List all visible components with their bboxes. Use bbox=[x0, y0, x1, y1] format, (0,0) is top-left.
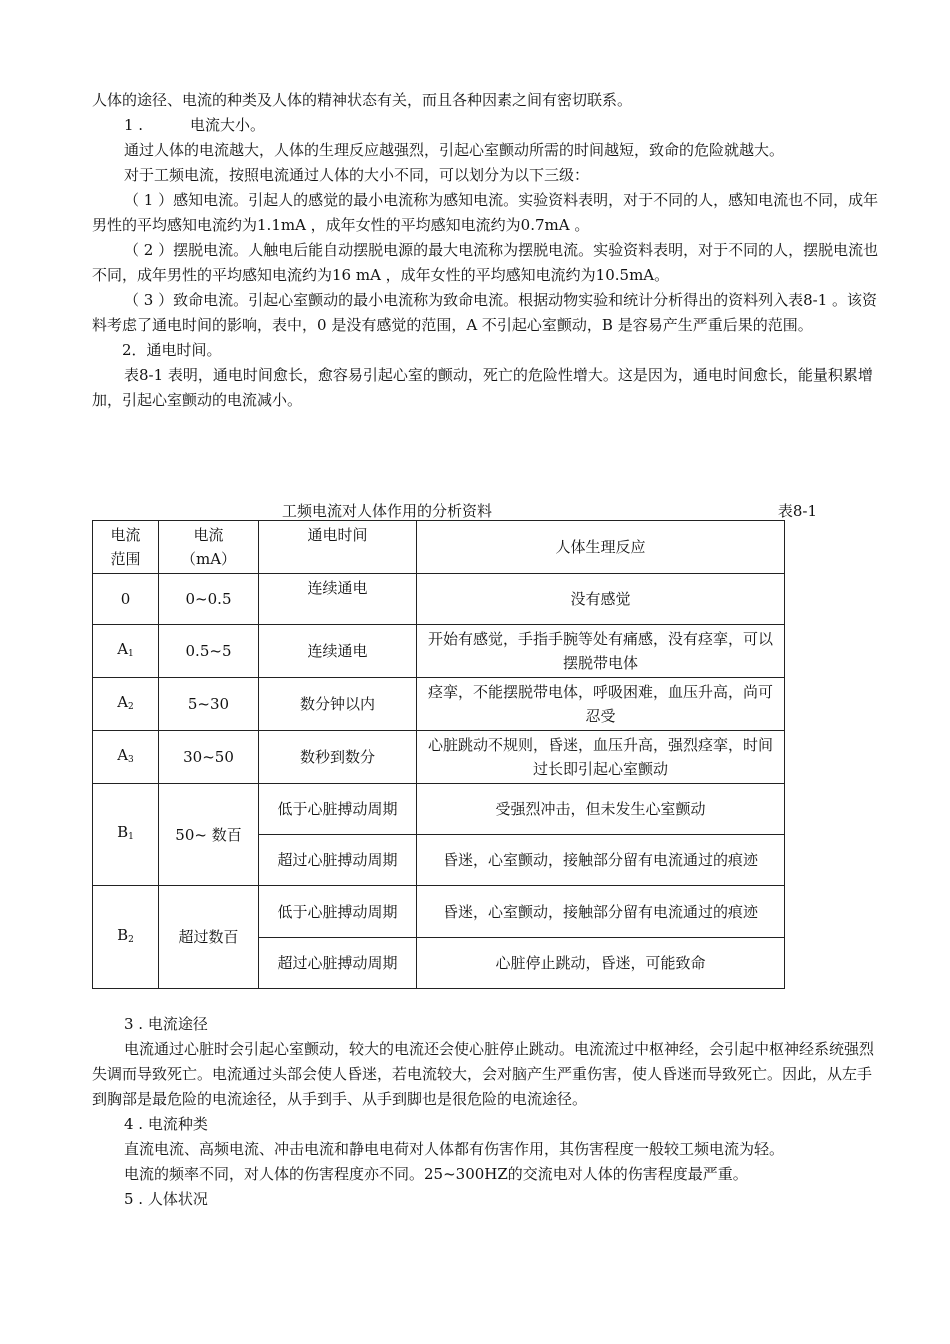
cell-current: 5~30 bbox=[159, 678, 259, 731]
cell-range: $B_1$ bbox=[93, 784, 159, 886]
cell-range: 0 bbox=[93, 574, 159, 625]
cell-reaction: 受强烈冲击，但未发生心室颤动 bbox=[417, 784, 785, 835]
cell-reaction: 心脏停止跳动，昏迷，可能致命 bbox=[417, 938, 785, 989]
cell-current: 50~ 数百 bbox=[159, 784, 259, 886]
heading-current-magnitude bbox=[92, 113, 882, 138]
cell-range: $B_2$ bbox=[93, 886, 159, 989]
cell-reaction: 昏迷，心室颤动，接触部分留有电流通过的痕迹 bbox=[417, 886, 785, 938]
heading-current-type: 4 . 电流种类 bbox=[124, 1115, 208, 1133]
header-reaction: 人体生理反应 bbox=[417, 521, 785, 574]
cell-range: $A_1$ bbox=[93, 625, 159, 678]
analysis-table bbox=[92, 520, 785, 989]
after-section bbox=[92, 1012, 882, 1212]
cell-time: 低于心脏搏动周期 bbox=[259, 784, 417, 835]
cell-time: 连续通电 bbox=[259, 574, 417, 625]
cell-range: $A_3$ bbox=[93, 731, 159, 784]
cell-time: 超过心脏搏动周期 bbox=[259, 835, 417, 886]
cell-reaction: 痉挛，不能摆脱带电体，呼吸困难，血压升高，尚可忍受 bbox=[417, 678, 785, 731]
cell-time: 超过心脏搏动周期 bbox=[259, 938, 417, 989]
cell-current: 0~0.5 bbox=[159, 574, 259, 625]
paragraph-three-levels: 对于工频电流，按照电流通过人体的大小不同，可以划分为以下三级： bbox=[124, 166, 590, 184]
cell-reaction: 没有感觉 bbox=[417, 574, 785, 625]
table-row bbox=[93, 784, 785, 835]
heading-duration: 2．通电时间。 bbox=[122, 341, 222, 359]
heading-body-condition: 5 . 人体状况 bbox=[124, 1190, 208, 1208]
cell-reaction: 开始有感觉，手指手腕等处有痛感，没有痉挛，可以摆脱带电体 bbox=[417, 625, 785, 678]
paragraph-current-type: 直流电流、高频电流、冲击电流和静电电荷对人体都有伤害作用，其伤害程度一般较工频电流为轻。 bbox=[124, 1140, 785, 1158]
cell-time: 低于心脏搏动周期 bbox=[259, 886, 417, 938]
cell-current: 超过数百 bbox=[159, 886, 259, 989]
table-header-row bbox=[93, 521, 785, 574]
cell-time: 数秒到数分 bbox=[259, 731, 417, 784]
heading-current-path: 3 . 电流途径 bbox=[124, 1015, 208, 1033]
table-row bbox=[93, 886, 785, 938]
table-number: 表8-1 bbox=[777, 502, 817, 520]
heading-number: 1 . bbox=[124, 116, 144, 134]
table-row bbox=[93, 731, 785, 784]
paragraph-continuation: 人体的途径、电流的种类及人体的精神状态有关，而且各种因素之间有密切联系。 bbox=[92, 91, 633, 109]
paragraph-letgo-current: （ 2 ）摆脱电流。人触电后能自动摆脱电源的最大电流称为摆脱电流。实验资料表明，对于不同的人，摆脱电流也不同，成年男性的平均感知电流约为16 mA ，成年女性的平均感知电流约为10.5mA。 bbox=[92, 241, 879, 284]
header-range: 电流 范围 bbox=[93, 521, 159, 574]
paragraph-current-magnitude: 通过人体的电流越大，人体的生理反应越强烈，引起心室颤动所需的时间越短，致命的危险就越大。 bbox=[124, 141, 785, 159]
paragraph-perception-current: （ 1 ）感知电流。引起人的感觉的最小电流称为感知电流。实验资料表明，对于不同的人，感知电流也不同，成年男性的平均感知电流约为1.1mA ，成年女性的平均感知电流约为0.7mA 。 bbox=[92, 191, 879, 234]
table-row bbox=[93, 678, 785, 731]
paragraph-current-path: 电流通过心脏时会引起心室颤动，较大的电流还会使心脏停止跳动。电流流过中枢神经，会引起中枢神经系统强烈失调而导致死亡。电流通过头部会使人昏迷，若电流较大，会对脑产生严重伤害，使人昏迷而导致死亡。因此，从左手到胸部是最危险的电流途径，从手到手、从手到脚也是很危险的电流途径。 bbox=[92, 1040, 875, 1108]
table-title: 工频电流对人体作用的分析资料 bbox=[282, 502, 493, 520]
cell-range: $A_2$ bbox=[93, 678, 159, 731]
intro-section bbox=[92, 88, 882, 413]
table-row bbox=[93, 625, 785, 678]
paragraph-duration: 表8-1 表明，通电时间愈长，愈容易引起心室的颤动，死亡的危险性增大。这是因为，通电时间愈长，能量积累增加，引起心室颤动的电流减小。 bbox=[92, 366, 873, 409]
paragraph-lethal-current: （ 3 ）致命电流。引起心室颤动的最小电流称为致命电流。根据动物实验和统计分析得出的资料列入表8-1 。该资料考虑了通电时间的影响，表中，0 是没有感觉的范围，A 不引起心室颤动，B 是容易产生严重后果的范围。 bbox=[92, 291, 878, 334]
table-row bbox=[93, 574, 785, 625]
header-time: 通电时间 bbox=[259, 521, 417, 574]
paragraph-frequency: 电流的频率不同，对人体的伤害程度亦不同。25~300HZ的交流电对人体的伤害程度最严重。 bbox=[124, 1165, 748, 1183]
cell-current: 0.5~5 bbox=[159, 625, 259, 678]
cell-reaction: 心脏跳动不规则，昏迷，血压升高，强烈痉挛，时间过长即引起心室颤动 bbox=[417, 731, 785, 784]
cell-reaction: 昏迷，心室颤动，接触部分留有电流通过的痕迹 bbox=[417, 835, 785, 886]
table-caption bbox=[92, 500, 817, 520]
header-current: 电流 （mA） bbox=[159, 521, 259, 574]
cell-current: 30~50 bbox=[159, 731, 259, 784]
cell-time: 数分钟以内 bbox=[259, 678, 417, 731]
cell-time: 连续通电 bbox=[259, 625, 417, 678]
heading-title: 电流大小。 bbox=[190, 116, 266, 134]
